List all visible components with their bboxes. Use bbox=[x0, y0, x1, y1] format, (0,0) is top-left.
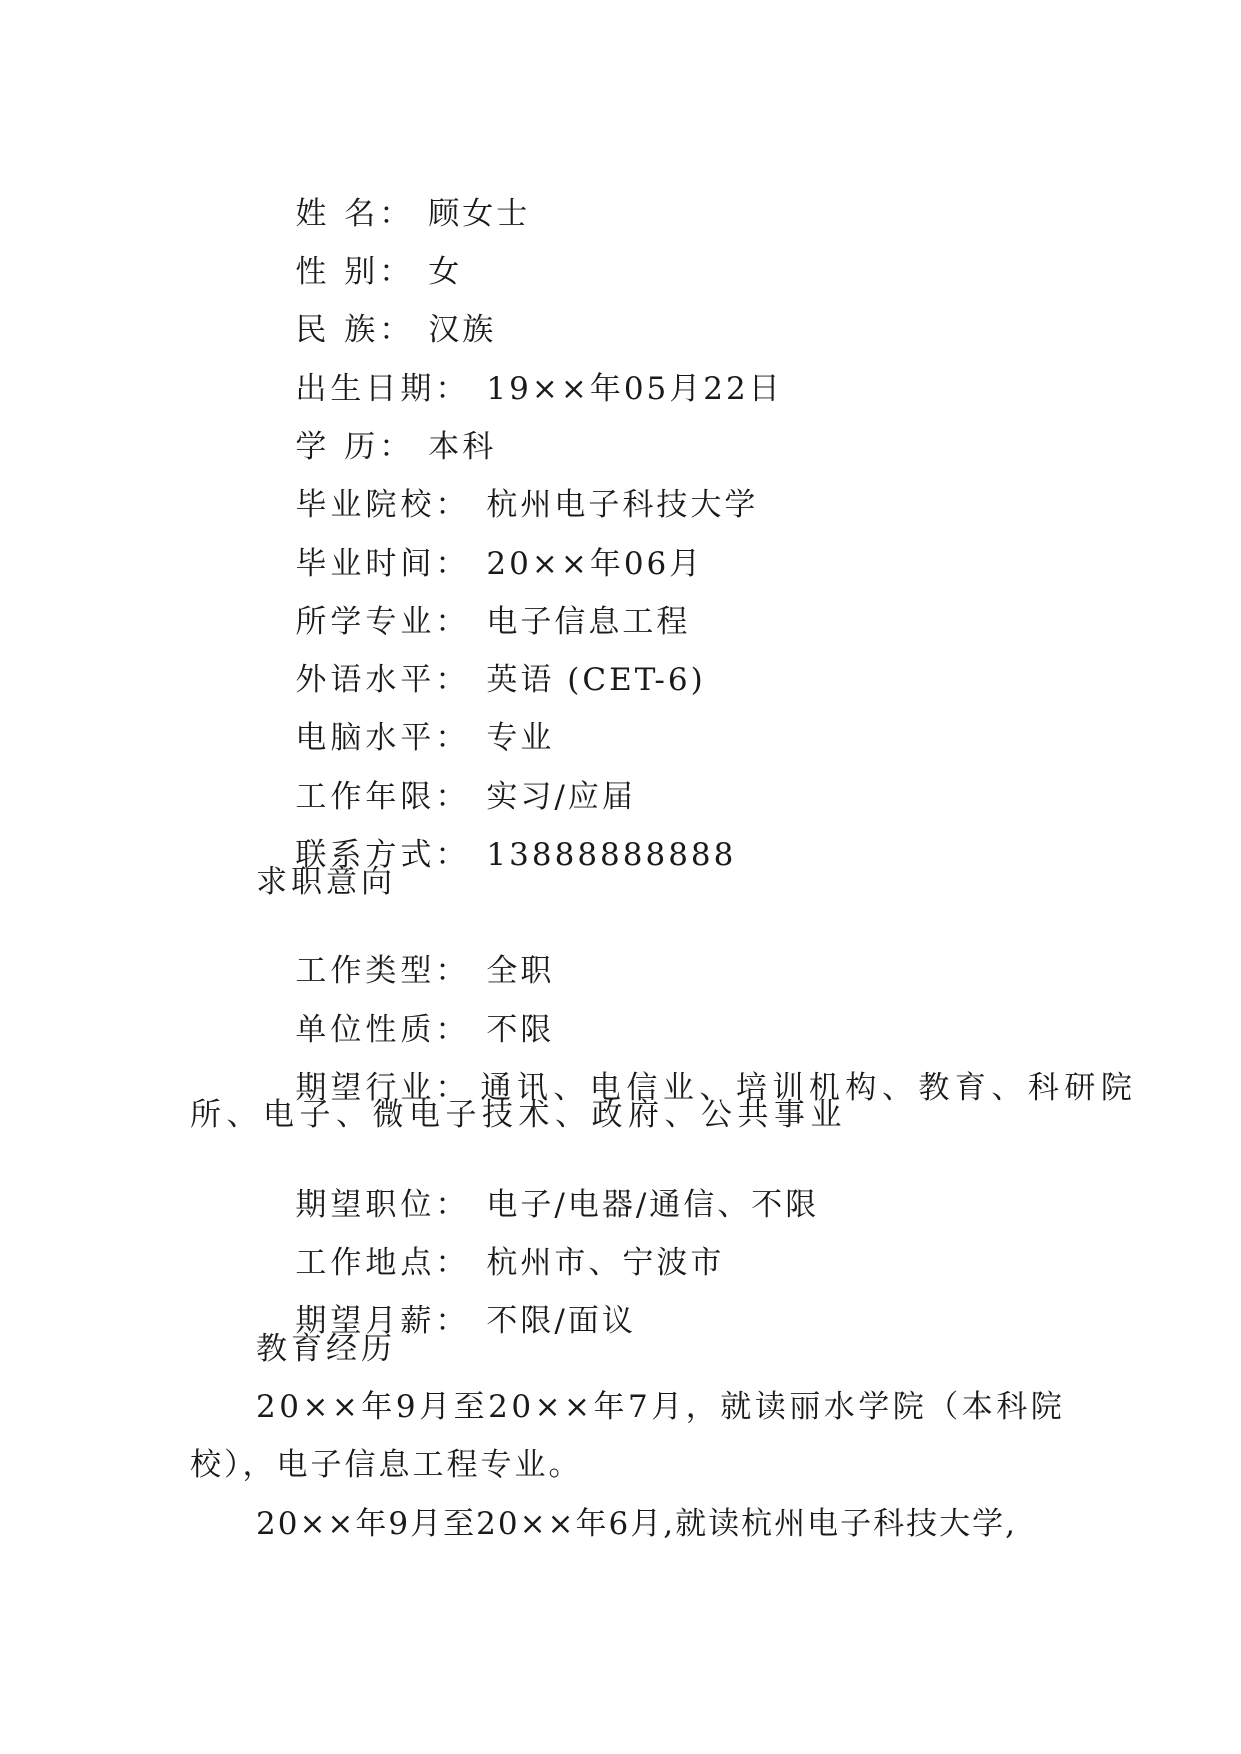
field-label: 民 族： bbox=[295, 312, 415, 348]
field-value: 实习/应届 bbox=[486, 779, 636, 815]
field-label: 期望行业： bbox=[295, 1070, 471, 1106]
field-value: 电子/电器/通信、不限 bbox=[486, 1187, 820, 1223]
field-value: 13888888888 bbox=[486, 837, 737, 873]
field-value: 专业 bbox=[486, 720, 555, 756]
field-label: 工作地点： bbox=[295, 1245, 471, 1281]
field-label: 出生日期： bbox=[295, 371, 471, 407]
field-label: 期望月薪： bbox=[295, 1303, 471, 1339]
field-value: 汉族 bbox=[428, 312, 497, 348]
field-industry-continued: 所、电子、微电子技术、政府、公共事业 bbox=[190, 1097, 847, 1133]
field-label: 所学专业： bbox=[295, 604, 471, 640]
field-value: 20××年06月 bbox=[486, 546, 704, 582]
field-value: 19××年05月22日 bbox=[486, 371, 783, 407]
field-label: 毕业时间： bbox=[295, 546, 471, 582]
field-value: 不限 bbox=[486, 1012, 555, 1048]
field-label: 毕业院校： bbox=[295, 487, 471, 523]
education-entry-2: 20××年9月至20××年6月,就读杭州电子科技大学, bbox=[256, 1506, 1017, 1542]
section-heading-education: 教育经历 bbox=[256, 1331, 396, 1367]
field-value: 通讯、电信业、培训机构、教育、科研院 bbox=[480, 1070, 1138, 1106]
education-entry-1: 20××年9月至20××年7月，就读丽水学院（本科院 bbox=[256, 1389, 1066, 1425]
field-label: 联系方式： bbox=[295, 837, 471, 873]
field-label: 单位性质： bbox=[295, 1012, 471, 1048]
field-value: 不限/面议 bbox=[486, 1303, 636, 1339]
field-label: 性 别： bbox=[295, 254, 415, 290]
field-value: 全职 bbox=[486, 953, 555, 989]
field-value: 杭州电子科技大学 bbox=[486, 487, 759, 523]
field-value: 本科 bbox=[428, 429, 497, 465]
field-value: 电子信息工程 bbox=[486, 604, 691, 640]
field-value: 杭州市、宁波市 bbox=[486, 1245, 725, 1281]
section-heading-job-intention: 求职意向 bbox=[256, 864, 396, 900]
field-label: 电脑水平： bbox=[295, 720, 471, 756]
field-label: 工作年限： bbox=[295, 779, 471, 815]
field-label: 姓 名： bbox=[295, 196, 415, 232]
field-label: 学 历： bbox=[295, 429, 415, 465]
education-entry-1-continued: 校），电子信息工程专业。 bbox=[190, 1447, 583, 1483]
field-value: 顾女士 bbox=[428, 196, 531, 232]
field-label: 工作类型： bbox=[295, 953, 471, 989]
field-value: 英语 (CET-6) bbox=[486, 662, 706, 698]
field-label: 期望职位： bbox=[295, 1187, 471, 1223]
field-label: 外语水平： bbox=[295, 662, 471, 698]
field-value: 女 bbox=[428, 254, 463, 290]
